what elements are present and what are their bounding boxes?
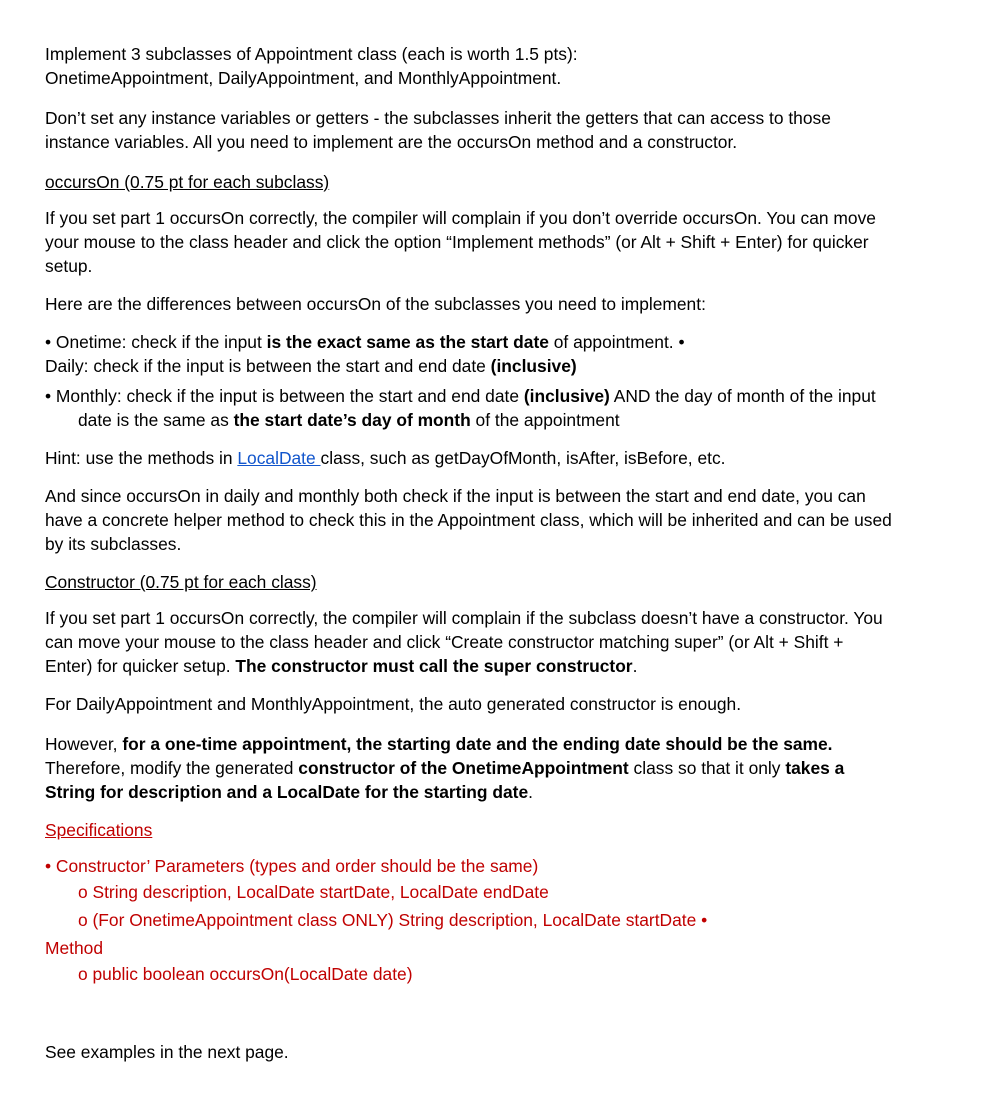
- monthly-bullet-line-2: [78, 408, 620, 432]
- monthly-middle: AND the day of month of the input: [609, 386, 876, 406]
- onetime-note-l2-mid: class so that it only: [628, 758, 786, 778]
- daily-bullet: [45, 354, 577, 378]
- helper-note-line-3: by its subclasses.: [45, 534, 182, 554]
- instance-note-line-2: instance variables. All you need to implement are the occursOn method and a constructor.: [45, 132, 738, 152]
- spec-method-1: o public boolean occursOn(LocalDate date): [78, 964, 413, 984]
- occurs-setup-line-2: your mouse to the class header and click the option “Implement methods” (or Alt + Shift + Enter) for quicker: [45, 232, 869, 252]
- onetime-note-l2-bold: constructor of the OnetimeAppointment: [298, 758, 629, 778]
- instance-note-line-1: Don’t set any instance variables or getters - the subclasses inherit the getters that can access to those: [45, 108, 831, 128]
- spec-params-label: • Constructor’ Parameters (types and order should be the same): [45, 856, 539, 876]
- spec-param-1: o String description, LocalDate startDate, LocalDate endDate: [78, 882, 549, 902]
- specifications-heading: Specifications: [45, 820, 153, 840]
- constructor-setup-bold: The constructor must call the super constructor: [235, 656, 633, 676]
- monthly-line2-suffix: of the appointment: [470, 410, 620, 430]
- helper-note-line-1: And since occursOn in daily and monthly both check if the input is between the start and end date, you can: [45, 486, 866, 506]
- footer-note: See examples in the next page.: [45, 1042, 289, 1062]
- occurs-setup-line-3: setup.: [45, 256, 93, 276]
- onetime-suffix: of appointment. •: [548, 332, 685, 352]
- onetime-bullet: [45, 330, 685, 354]
- onetime-note-l2-bold2: takes a: [785, 758, 845, 778]
- intro-line-2: OnetimeAppointment, DailyAppointment, and MonthlyAppointment.: [45, 68, 562, 88]
- differences-intro: Here are the differences between occursOn of the subclasses you need to implement:: [45, 294, 706, 314]
- onetime-note-line-3: [45, 780, 533, 804]
- onetime-note-l2-prefix: Therefore, modify the generated: [45, 758, 299, 778]
- monthly-line2-prefix: date is the same as: [78, 410, 234, 430]
- onetime-note-bold: for a one-time appointment, the starting date and the ending date should be the same.: [122, 734, 833, 754]
- daily-bold: (inclusive): [490, 356, 577, 376]
- monthly-prefix: • Monthly: check if the input is between the start and end date: [45, 386, 524, 406]
- helper-note-line-2: have a concrete helper method to check this in the Appointment class, which will be inherited and can be used: [45, 510, 892, 530]
- monthly-bold-2: the start date’s day of month: [233, 410, 471, 430]
- occurs-setup-line-1: If you set part 1 occursOn correctly, the compiler will complain if you don’t override occursOn. You can move: [45, 208, 876, 228]
- constructor-setup-line-3: [45, 654, 637, 678]
- spec-param-2: o (For OnetimeAppointment class ONLY) String description, LocalDate startDate •: [78, 910, 708, 930]
- monthly-bullet-line-1: [45, 384, 876, 408]
- onetime-note-l3-bold: String for description and a LocalDate for the starting date: [45, 782, 529, 802]
- onetime-note-l3-suffix: .: [528, 782, 533, 802]
- monthly-bold-1: (inclusive): [523, 386, 610, 406]
- onetime-bold: is the exact same as the start date: [266, 332, 549, 352]
- auto-constructor-note: For DailyAppointment and MonthlyAppointment, the auto generated constructor is enough.: [45, 694, 742, 714]
- hint-prefix: Hint: use the methods in: [45, 448, 238, 468]
- onetime-note-line-1: [45, 732, 833, 756]
- localdate-link[interactable]: LocalDate: [237, 448, 321, 468]
- intro-line-1: Implement 3 subclasses of Appointment class (each is worth 1.5 pts):: [45, 44, 578, 64]
- constructor-setup-suffix: .: [632, 656, 638, 676]
- occurs-heading: occursOn (0.75 pt for each subclass): [45, 172, 330, 192]
- onetime-prefix: • Onetime: check if the input: [45, 332, 267, 352]
- onetime-note-prefix: However,: [45, 734, 123, 754]
- onetime-note-line-2: [45, 756, 844, 780]
- hint-line: [45, 446, 726, 470]
- constructor-setup-line-1: If you set part 1 occursOn correctly, the compiler will complain if the subclass doesn’t have a constructor. You: [45, 608, 883, 628]
- constructor-setup-prefix: Enter) for quicker setup.: [45, 656, 236, 676]
- daily-prefix: Daily: check if the input is between the start and end date: [45, 356, 491, 376]
- spec-method-label: Method: [45, 938, 104, 958]
- constructor-setup-line-2: can move your mouse to the class header and click “Create constructor matching super” (or Alt + Shift +: [45, 632, 844, 652]
- constructor-heading: Constructor (0.75 pt for each class): [45, 572, 317, 592]
- hint-suffix: class, such as getDayOfMonth, isAfter, isBefore, etc.: [320, 448, 726, 468]
